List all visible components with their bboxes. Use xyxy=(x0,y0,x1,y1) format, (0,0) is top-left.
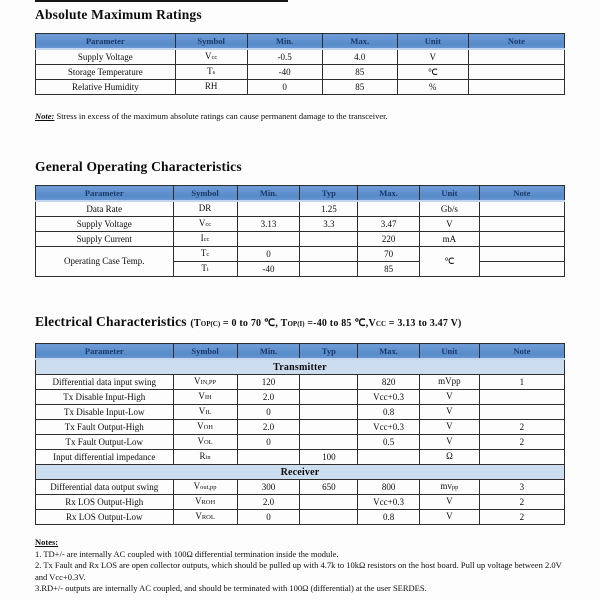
cond-vcc-subscript: CC xyxy=(375,320,387,328)
unit-cell xyxy=(420,390,480,405)
note-cell xyxy=(468,65,564,80)
cropped-table-edge xyxy=(35,0,288,2)
min-cell: 300 xyxy=(237,480,300,495)
unit-cell: V xyxy=(397,49,468,65)
table-row xyxy=(36,405,565,420)
symbol-cell xyxy=(173,390,237,405)
symbol-base: V xyxy=(197,436,204,446)
column-header-note: Note xyxy=(479,344,564,360)
note-cell xyxy=(479,450,564,465)
unit-base: mVpp xyxy=(438,376,461,386)
parameter-cell: Storage Temperature xyxy=(36,65,176,80)
symbol-base: V xyxy=(198,406,206,416)
symbol-cell xyxy=(173,201,237,217)
min-cell: 120 xyxy=(237,375,300,390)
min-cell: 3.13 xyxy=(237,217,300,232)
max-cell: 0.5 xyxy=(358,435,420,450)
symbol-cell xyxy=(173,480,237,495)
transmitter-group-label: Transmitter xyxy=(36,359,565,375)
unit-base: V xyxy=(446,436,453,446)
note-cell xyxy=(479,247,564,262)
unit-cell xyxy=(420,435,480,450)
table-row xyxy=(36,450,565,465)
symbol-subscript: OH xyxy=(203,424,213,431)
column-header-min: Min. xyxy=(237,186,300,202)
table-row xyxy=(36,390,565,405)
max-cell xyxy=(358,201,420,217)
section-title-general-operating-characteristics: General Operating Characteristics xyxy=(35,159,242,174)
group-header-row xyxy=(36,465,565,480)
symbol-cell xyxy=(175,65,247,80)
symbol-base: V xyxy=(195,511,202,521)
typ-cell xyxy=(300,390,358,405)
symbol-subscript: in xyxy=(205,454,211,461)
table-row xyxy=(36,232,565,247)
note-item-3: 3.RD+/- outputs are internally AC coupled, and should be terminated with 100Ω (differential) at the user SERDES. xyxy=(35,583,427,593)
symbol-subscript: cc xyxy=(203,236,210,243)
typ-cell xyxy=(300,510,358,525)
symbol-cell xyxy=(173,217,237,232)
min-cell: 0 xyxy=(237,435,300,450)
note-cell: 3 xyxy=(479,480,564,495)
cond-top-c-subscript: OP(C) xyxy=(200,320,221,328)
table-row xyxy=(36,201,565,217)
symbol-subscript: i xyxy=(206,266,209,273)
table-row xyxy=(36,480,565,495)
table-row xyxy=(36,495,565,510)
note-cell: 2 xyxy=(479,435,564,450)
symbol-subscript: out,pp xyxy=(200,484,217,491)
column-header-typ: Typ xyxy=(300,186,358,202)
symbol-subscript: cc xyxy=(211,54,218,61)
symbol-subscript: IH xyxy=(204,394,212,401)
absolute-maximum-ratings-table xyxy=(35,33,565,95)
max-cell: 85 xyxy=(322,65,397,80)
max-cell: 85 xyxy=(358,262,420,277)
max-cell: 4.0 xyxy=(322,49,397,65)
cond-top-c-range: = 0 to 70 ℃, xyxy=(220,318,281,329)
unit-cell xyxy=(420,480,480,495)
parameter-cell: Supply Voltage xyxy=(36,217,174,232)
receiver-group-label: Receiver xyxy=(36,465,565,480)
unit-base: V xyxy=(446,406,453,416)
unit-base: V xyxy=(446,391,453,401)
symbol-subscript: OL xyxy=(203,439,213,446)
parameter-cell: Supply Current xyxy=(36,232,174,247)
note-cell xyxy=(479,405,564,420)
parameter-cell: Tx Fault Output-Low xyxy=(36,435,174,450)
symbol-subscript: IN,PP xyxy=(200,379,217,386)
max-cell: Vcc+0.3 xyxy=(358,420,420,435)
note-item-1: 1. TD+/- are internally AC coupled with 100Ω differential termination inside the module. xyxy=(35,548,339,559)
typ-cell: 650 xyxy=(300,480,358,495)
max-cell: 820 xyxy=(358,375,420,390)
notes-label: Notes: xyxy=(35,537,59,547)
section-title-electrical-characteristics xyxy=(35,314,565,332)
cond-top-c-base: T xyxy=(193,318,201,329)
symbol-cell xyxy=(173,262,237,277)
unit-cell xyxy=(420,495,480,510)
typ-cell: 3.3 xyxy=(300,217,358,232)
cond-paren-close: ) xyxy=(458,318,462,329)
unit-base: V xyxy=(446,496,453,506)
min-cell: 0 xyxy=(237,510,300,525)
symbol-base: R xyxy=(199,451,206,461)
column-header-note: Note xyxy=(468,34,564,50)
typ-cell xyxy=(300,247,358,262)
column-header-max: Max. xyxy=(358,344,420,360)
note-cell xyxy=(479,217,564,232)
general-operating-characteristics-table xyxy=(35,185,565,277)
column-header-min: Min. xyxy=(247,34,322,50)
min-cell xyxy=(237,450,300,465)
unit-cell xyxy=(420,375,480,390)
unit-base: V xyxy=(446,421,453,431)
footnote-text: Stress in excess of the maximum absolute ratings can cause permanent damage to the transceiver. xyxy=(54,111,388,121)
symbol-subscript: cc xyxy=(205,221,212,228)
min-cell: -0.5 xyxy=(247,49,322,65)
column-header-parameter: Parameter xyxy=(36,34,176,50)
parameter-cell: Operating Case Temp. xyxy=(36,247,174,277)
table-row xyxy=(36,435,565,450)
symbol-subscript: ROL xyxy=(201,514,215,521)
parameter-cell: Differential data output swing xyxy=(36,480,174,495)
table-row xyxy=(36,510,565,525)
table-row xyxy=(36,49,565,65)
symbol-base: V xyxy=(194,496,202,506)
table-header-row xyxy=(36,34,565,50)
section-title-absolute-maximum-ratings: Absolute Maximum Ratings xyxy=(35,7,202,22)
note-cell: 2 xyxy=(479,495,564,510)
max-cell: 220 xyxy=(358,232,420,247)
symbol-subscript: s xyxy=(212,69,216,76)
note-cell: 2 xyxy=(479,510,564,525)
symbol-base: RH xyxy=(204,81,218,91)
symbol-cell xyxy=(173,450,237,465)
max-cell: 85 xyxy=(322,80,397,95)
unit-cell: mA xyxy=(420,232,480,247)
cond-vcc-base: V xyxy=(368,318,376,329)
unit-cell: ℃ xyxy=(397,65,468,80)
min-cell xyxy=(237,232,300,247)
parameter-cell: Rx LOS Output-High xyxy=(36,495,174,510)
parameter-cell: Tx Disable Input-Low xyxy=(36,405,174,420)
symbol-cell xyxy=(173,510,237,525)
table-row xyxy=(36,65,565,80)
parameter-cell: Rx LOS Output-Low xyxy=(36,510,174,525)
typ-cell xyxy=(300,435,358,450)
symbol-cell xyxy=(173,232,237,247)
symbol-base: T xyxy=(200,248,207,258)
parameter-cell: Input differential impedance xyxy=(36,450,174,465)
symbol-base: V xyxy=(198,218,206,228)
symbol-cell xyxy=(173,435,237,450)
table-row xyxy=(36,217,565,232)
column-header-parameter: Parameter xyxy=(36,186,174,202)
column-header-note: Note xyxy=(479,186,564,202)
parameter-cell: Tx Disable Input-High xyxy=(36,390,174,405)
table-header-row xyxy=(36,186,565,202)
note-cell xyxy=(468,80,564,95)
symbol-cell xyxy=(173,420,237,435)
typ-cell xyxy=(300,405,358,420)
symbol-base: T xyxy=(201,263,207,273)
note-cell xyxy=(479,390,564,405)
typ-cell xyxy=(300,232,358,247)
symbol-cell xyxy=(175,80,247,95)
min-cell: 0 xyxy=(237,405,300,420)
cond-top-i-subscript: OP(I) xyxy=(287,320,305,328)
note-cell xyxy=(479,232,564,247)
symbol-subscript: ROH xyxy=(201,499,216,506)
typ-cell xyxy=(300,495,358,510)
column-header-parameter: Parameter xyxy=(36,344,174,360)
elec-title-text: Electrical Characteristics xyxy=(35,314,191,329)
cond-vcc-range: = 3.13 to 3.47 V xyxy=(386,318,458,329)
min-cell: -40 xyxy=(237,262,300,277)
parameter-cell: Data Rate xyxy=(36,201,174,217)
table-row xyxy=(36,80,565,95)
parameter-cell: Tx Fault Output-High xyxy=(36,420,174,435)
column-header-symbol: Symbol xyxy=(173,186,237,202)
electrical-characteristics-table xyxy=(35,343,565,525)
symbol-base: V xyxy=(193,376,201,386)
unit-cell xyxy=(420,450,480,465)
min-cell: 0 xyxy=(237,247,300,262)
max-cell: 70 xyxy=(358,247,420,262)
symbol-subscript: c xyxy=(206,251,210,258)
symbol-base: DR xyxy=(198,203,212,213)
column-header-max: Max. xyxy=(322,34,397,50)
max-cell: Vcc+0.3 xyxy=(358,495,420,510)
min-cell: 2.0 xyxy=(237,390,300,405)
symbol-base: V xyxy=(205,51,212,61)
table-row xyxy=(36,375,565,390)
parameter-cell: Relative Humidity xyxy=(36,80,176,95)
symbol-cell xyxy=(173,405,237,420)
column-header-unit: Unit xyxy=(397,34,468,50)
column-header-typ: Typ xyxy=(300,344,358,360)
min-cell: 2.0 xyxy=(237,495,300,510)
note-item-2: 2. Tx Fault and Rx LOS are open collector outputs, which should be pulled up with 4.7k to 10kΩ resistors on the host board. Pull up voltage between 2.0V and Vcc+0.3V. xyxy=(35,560,562,582)
min-cell: 2.0 xyxy=(237,420,300,435)
table-header-row xyxy=(36,344,565,360)
column-header-unit: Unit xyxy=(420,344,480,360)
symbol-subscript: IL xyxy=(205,409,212,416)
group-header-row xyxy=(36,359,565,375)
typ-cell: 1.25 xyxy=(300,201,358,217)
unit-subscript: pp xyxy=(451,484,459,491)
note-cell: 1 xyxy=(479,375,564,390)
unit-cell xyxy=(420,510,480,525)
max-cell: Vcc+0.3 xyxy=(358,390,420,405)
column-header-max: Max. xyxy=(358,186,420,202)
note-cell xyxy=(479,262,564,277)
footnote-label: Note: xyxy=(35,111,55,121)
column-header-symbol: Symbol xyxy=(175,34,247,50)
cond-top-i-range: =-40 to 85 ℃, xyxy=(304,318,369,329)
unit-cell xyxy=(420,420,480,435)
column-header-symbol: Symbol xyxy=(173,344,237,360)
unit-base: Ω xyxy=(446,451,453,461)
unit-cell xyxy=(420,405,480,420)
unit-base: mv xyxy=(440,481,452,491)
notes-section xyxy=(35,537,565,595)
symbol-base: V xyxy=(193,481,201,491)
abs-max-footnote xyxy=(35,111,565,122)
note-cell: 2 xyxy=(479,420,564,435)
max-cell: 800 xyxy=(358,480,420,495)
max-cell: 0.8 xyxy=(358,405,420,420)
symbol-cell xyxy=(175,49,247,65)
table-row xyxy=(36,420,565,435)
unit-cell: Gb/s xyxy=(420,201,480,217)
cond-top-i-base: T xyxy=(280,318,288,329)
typ-cell xyxy=(300,420,358,435)
typ-cell: 100 xyxy=(300,450,358,465)
typ-cell xyxy=(300,375,358,390)
symbol-base: V xyxy=(197,421,204,431)
symbol-cell xyxy=(173,375,237,390)
column-header-min: Min. xyxy=(237,344,300,360)
max-cell xyxy=(358,450,420,465)
cond-paren-open: ( xyxy=(190,318,194,329)
max-cell: 3.47 xyxy=(358,217,420,232)
unit-cell: V xyxy=(420,217,480,232)
parameter-cell: Differential data input swing xyxy=(36,375,174,390)
symbol-cell xyxy=(173,495,237,510)
note-cell xyxy=(468,49,564,65)
min-cell xyxy=(237,201,300,217)
min-cell: 0 xyxy=(247,80,322,95)
max-cell: 0.8 xyxy=(358,510,420,525)
elec-title-conditions xyxy=(190,318,461,329)
unit-base: V xyxy=(446,511,453,521)
unit-cell: % xyxy=(397,80,468,95)
typ-cell xyxy=(300,262,358,277)
unit-cell: ℃ xyxy=(420,247,480,277)
symbol-base: I xyxy=(200,233,204,243)
column-header-unit: Unit xyxy=(420,186,480,202)
symbol-base: V xyxy=(198,391,205,401)
min-cell: -40 xyxy=(247,65,322,80)
parameter-cell: Supply Voltage xyxy=(36,49,176,65)
symbol-cell xyxy=(173,247,237,262)
table-row xyxy=(36,247,565,262)
note-cell xyxy=(479,201,564,217)
symbol-base: T xyxy=(207,66,213,76)
